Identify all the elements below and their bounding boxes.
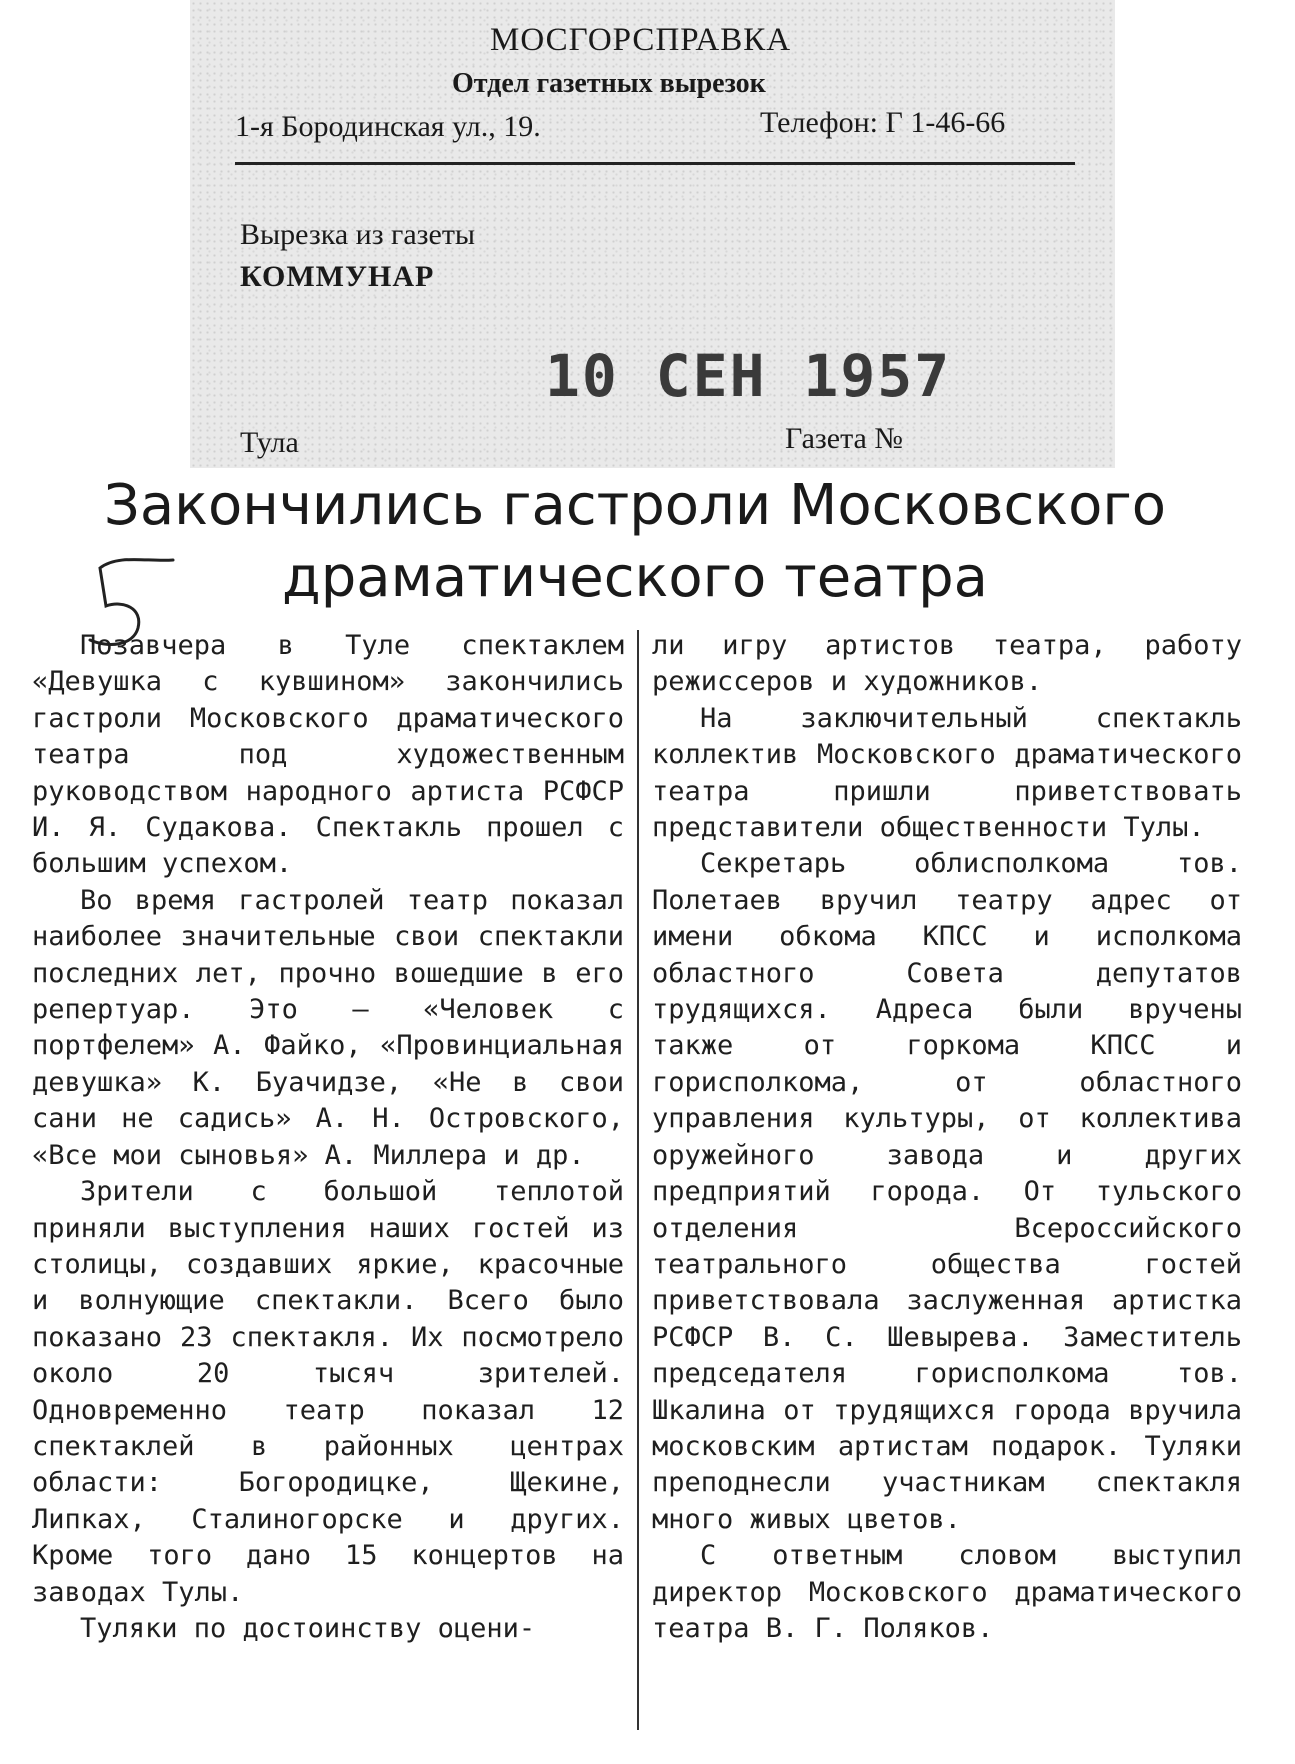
column-divider (637, 630, 639, 1730)
article-title-line-1: Закончились гастроли Московского (103, 473, 1167, 538)
issue-label: Газета № (785, 422, 903, 455)
article-title-line-2: драматического театра (282, 545, 988, 610)
article-title (80, 470, 1190, 614)
article-paragraph: Во время гастролей театр показал наиболее значительные свои спектакли последних лет, прочно вошедшие в его репертуар. Это — «Человек с портфелем» А. Файко, «Провинциальная девушка» К. Буачидзе, «Не в свои сани не садись» А. Н. Островского, «Все мои сыновья» А. Миллера и др. (32, 884, 624, 1171)
article-paragraph: Секретарь облисполкома тов. Полетаев вручил театру адрес от имени обкома КПСС и исполкома областного Совета депутатов трудящихся. Адреса были вручены также от горкома КПСС и горисполкома, от областного управления культуры, от коллектива оружейного завода и других предприятий города. От тульского отделения Всероссийского театрального общества гостей приветствовала заслуженная артистка РСФСР В. С. Шевырева. Заместитель председателя горисполкома тов. Шкалина от трудящихся города вручила московским артистам подарок. Туляки преподнесли участникам спектакля много живых цветов. (652, 848, 1242, 1535)
article-paragraph: Позавчера в Туле спектаклем «Девушка с кувшином» закончились гастроли Московского драматического театра под художественным руководством народного артиста РСФСР И. Я. Судакова. Спектакль прошел с большим успехом. (32, 630, 624, 880)
agency-address: 1-я Бородинская ул., 19. (235, 110, 541, 143)
newspaper-name: КОММУНАР (240, 260, 435, 293)
clipping-bureau-stamp (190, 0, 1115, 468)
department-name: Отдел газетных вырезок (452, 68, 766, 99)
article-paragraph: На заключительный спектакль коллектив Московского драматического театра пришли приветствовать представители общественности Тулы. (652, 702, 1242, 844)
agency-phone: Телефон: Г 1-46-66 (760, 106, 1006, 139)
cutting-label: Вырезка из газеты (240, 218, 476, 251)
agency-name: МОСГОРСПРАВКА (490, 22, 792, 58)
article-paragraph: С ответным словом выступил директор Московского драматического театра В. Г. Поляков. (652, 1540, 1242, 1644)
date-stamp: 10 СЕН 1957 (545, 342, 952, 410)
article-paragraph: Зрители с большой теплотой приняли выступления наших гостей из столицы, создавших яркие, красочные и волнующие спектакли. Всего было показано 23 спектакля. Их посмотрело около 20 тысяч зрителей. Одновременно театр показал 12 спектаклей в районных центрах области: Богородицке, Щекине, Липках, Сталиногорске и других. Кроме того дано 15 концертов на заводах Тулы. (32, 1176, 624, 1608)
stamp-divider (235, 162, 1075, 165)
city-label: Тула (240, 426, 299, 459)
article-paragraph: ли игру артистов театра, работу режиссеров и художников. (652, 630, 1242, 698)
article-paragraph: Туляки по достоинству оцени- (80, 1612, 536, 1644)
article-left-column (32, 628, 624, 1647)
article-right-column (652, 628, 1242, 1647)
